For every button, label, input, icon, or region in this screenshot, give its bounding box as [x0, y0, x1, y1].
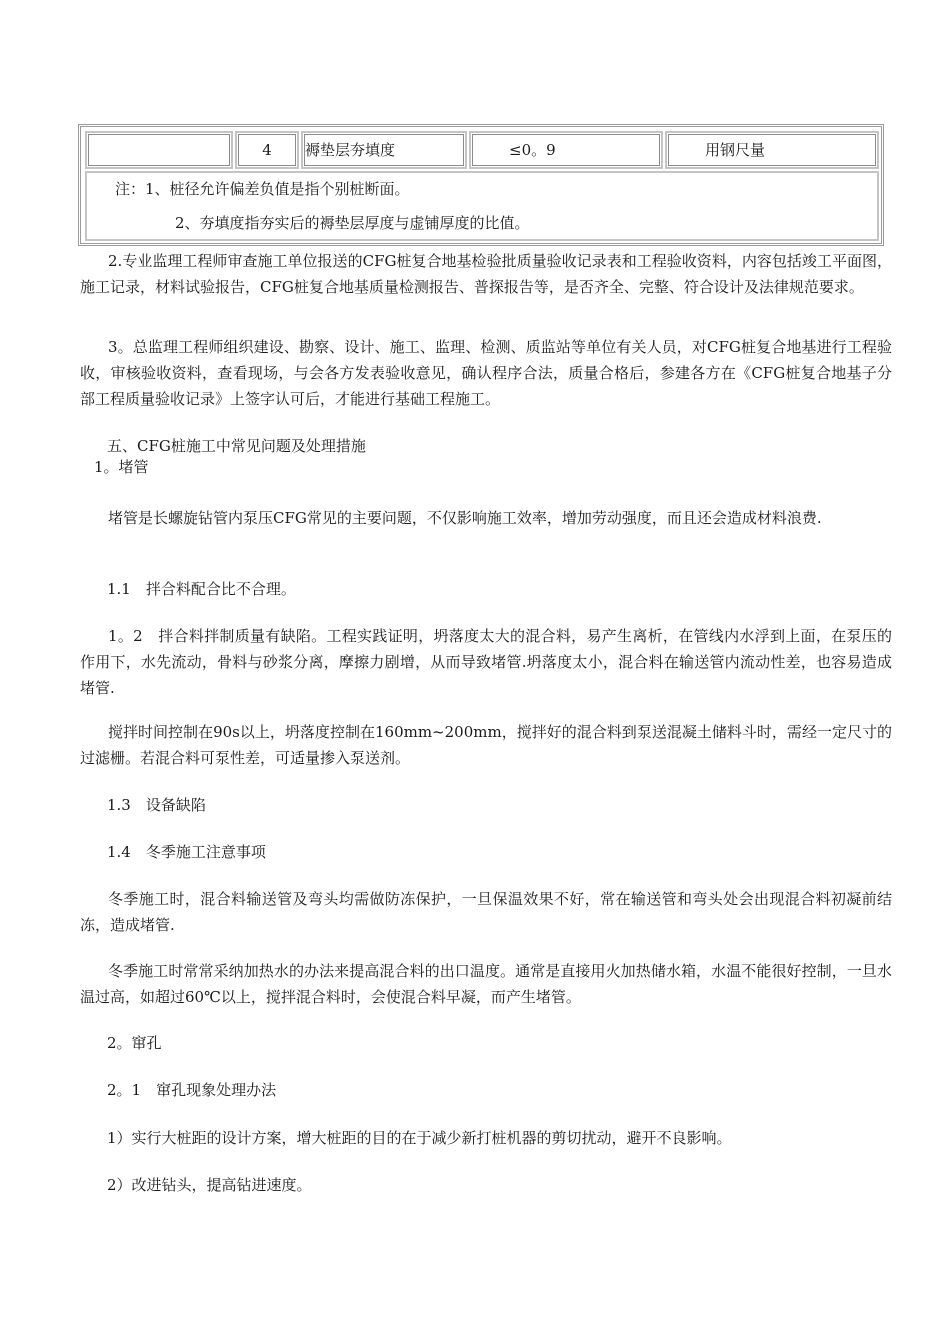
paragraph-supervisor-review: 2.专业监理工程师审查施工单位报送的CFG桩复合地基检验批质量验收记录表和工程验收资料，内容包括竣工平面图，施工记录，材料试验报告，CFG桩复合地基质量检测报告、普探报告等，是否齐全、完整、符合设计及法律规范要求。: [80, 252, 892, 296]
paragraph-blockage-intro: 堵管是长螺旋钻管内泵压CFG常见的主要问题，不仅影响施工效率，增加劳动强度，而且还会造成材料浪费.: [108, 509, 822, 527]
paragraph-chief-acceptance: 3。总监理工程师组织建设、勘察、设计、施工、监理、检测、质监站等单位有关人员，对CFG桩复合地基进行工程验收，审核验收资料，查看现场，与会各方发表验收意见，确认程序合法，质量合格后，参建各方在《CFG桩复合地基子分部工程质量验收记录》上签字认可后，才能进行基础工程施工。: [80, 338, 892, 408]
table-cell-method: 用钢尺量: [665, 131, 879, 169]
heading-pipe-blockage: 1。堵管: [94, 458, 149, 476]
list-item-2: 2）改进钻头，提高钻进速度。: [107, 1176, 312, 1194]
table-note-cell: [85, 171, 879, 241]
table-cell-blank: [85, 131, 233, 169]
subheading-1-3: 1.3 设备缺陷: [107, 796, 206, 814]
subheading-1-4: 1.4 冬季施工注意事项: [107, 843, 266, 861]
paragraph-1-2: 1。2 拌合料拌制质量有缺陷。工程实践证明，坍落度太大的混合料，易产生离析，在管线内水浮到上面，在泵压的作用下，水先流动，骨料与砂浆分离，摩擦力剧增，从而导致堵管.坍落度太小，混合料在输送管内流动性差，也容易造成堵管.: [80, 627, 892, 697]
section-heading-5: 五、CFG桩施工中常见问题及处理措施: [107, 437, 366, 455]
paragraph-winter-heating: 冬季施工时常常采纳加热水的办法来提高混合料的出口温度。通常是直接用火加热储水箱，水温不能很好控制，一旦水温过高，如超过60℃以上，搅拌混合料时，会使混合料早凝，而产生堵管。: [80, 962, 892, 1006]
list-item-1: 1）实行大桩距的设计方案，增大桩距的目的在于减少新打桩机器的剪切扰动，避开不良影响。: [107, 1129, 732, 1147]
acceptance-table: [78, 124, 884, 246]
table-cell-tolerance: ≤0。9: [469, 131, 663, 169]
table-cell-number: 4: [235, 131, 299, 169]
table-note-2: 2、夯填度指夯实后的褥垫层厚度与虚铺厚度的比值。: [175, 214, 530, 232]
paragraph-winter-protection: 冬季施工时，混合料输送管及弯头均需做防冻保护，一旦保温效果不好，常在输送管和弯头处会出现混合料初凝前结冻，造成堵管.: [80, 890, 892, 934]
subheading-1-1: 1.1 拌合料配合比不合理。: [107, 580, 296, 598]
table-cell-item: 褥垫层夯填度: [301, 131, 467, 169]
paragraph-mixing-control: 搅拌时间控制在90s以上，坍落度控制在160mm~200mm，搅拌好的混合料到泵送混凝土储料斗时，需经一定尺寸的过滤栅。若混合料可泵性差，可适量掺入泵送剂。: [80, 723, 892, 767]
table-note-1: 注：1、桩径允许偏差负值是指个别桩断面。: [115, 180, 410, 198]
subheading-2-1: 2。1 窜孔现象处理办法: [107, 1081, 277, 1099]
heading-hole-crossing: 2。窜孔: [107, 1034, 162, 1052]
